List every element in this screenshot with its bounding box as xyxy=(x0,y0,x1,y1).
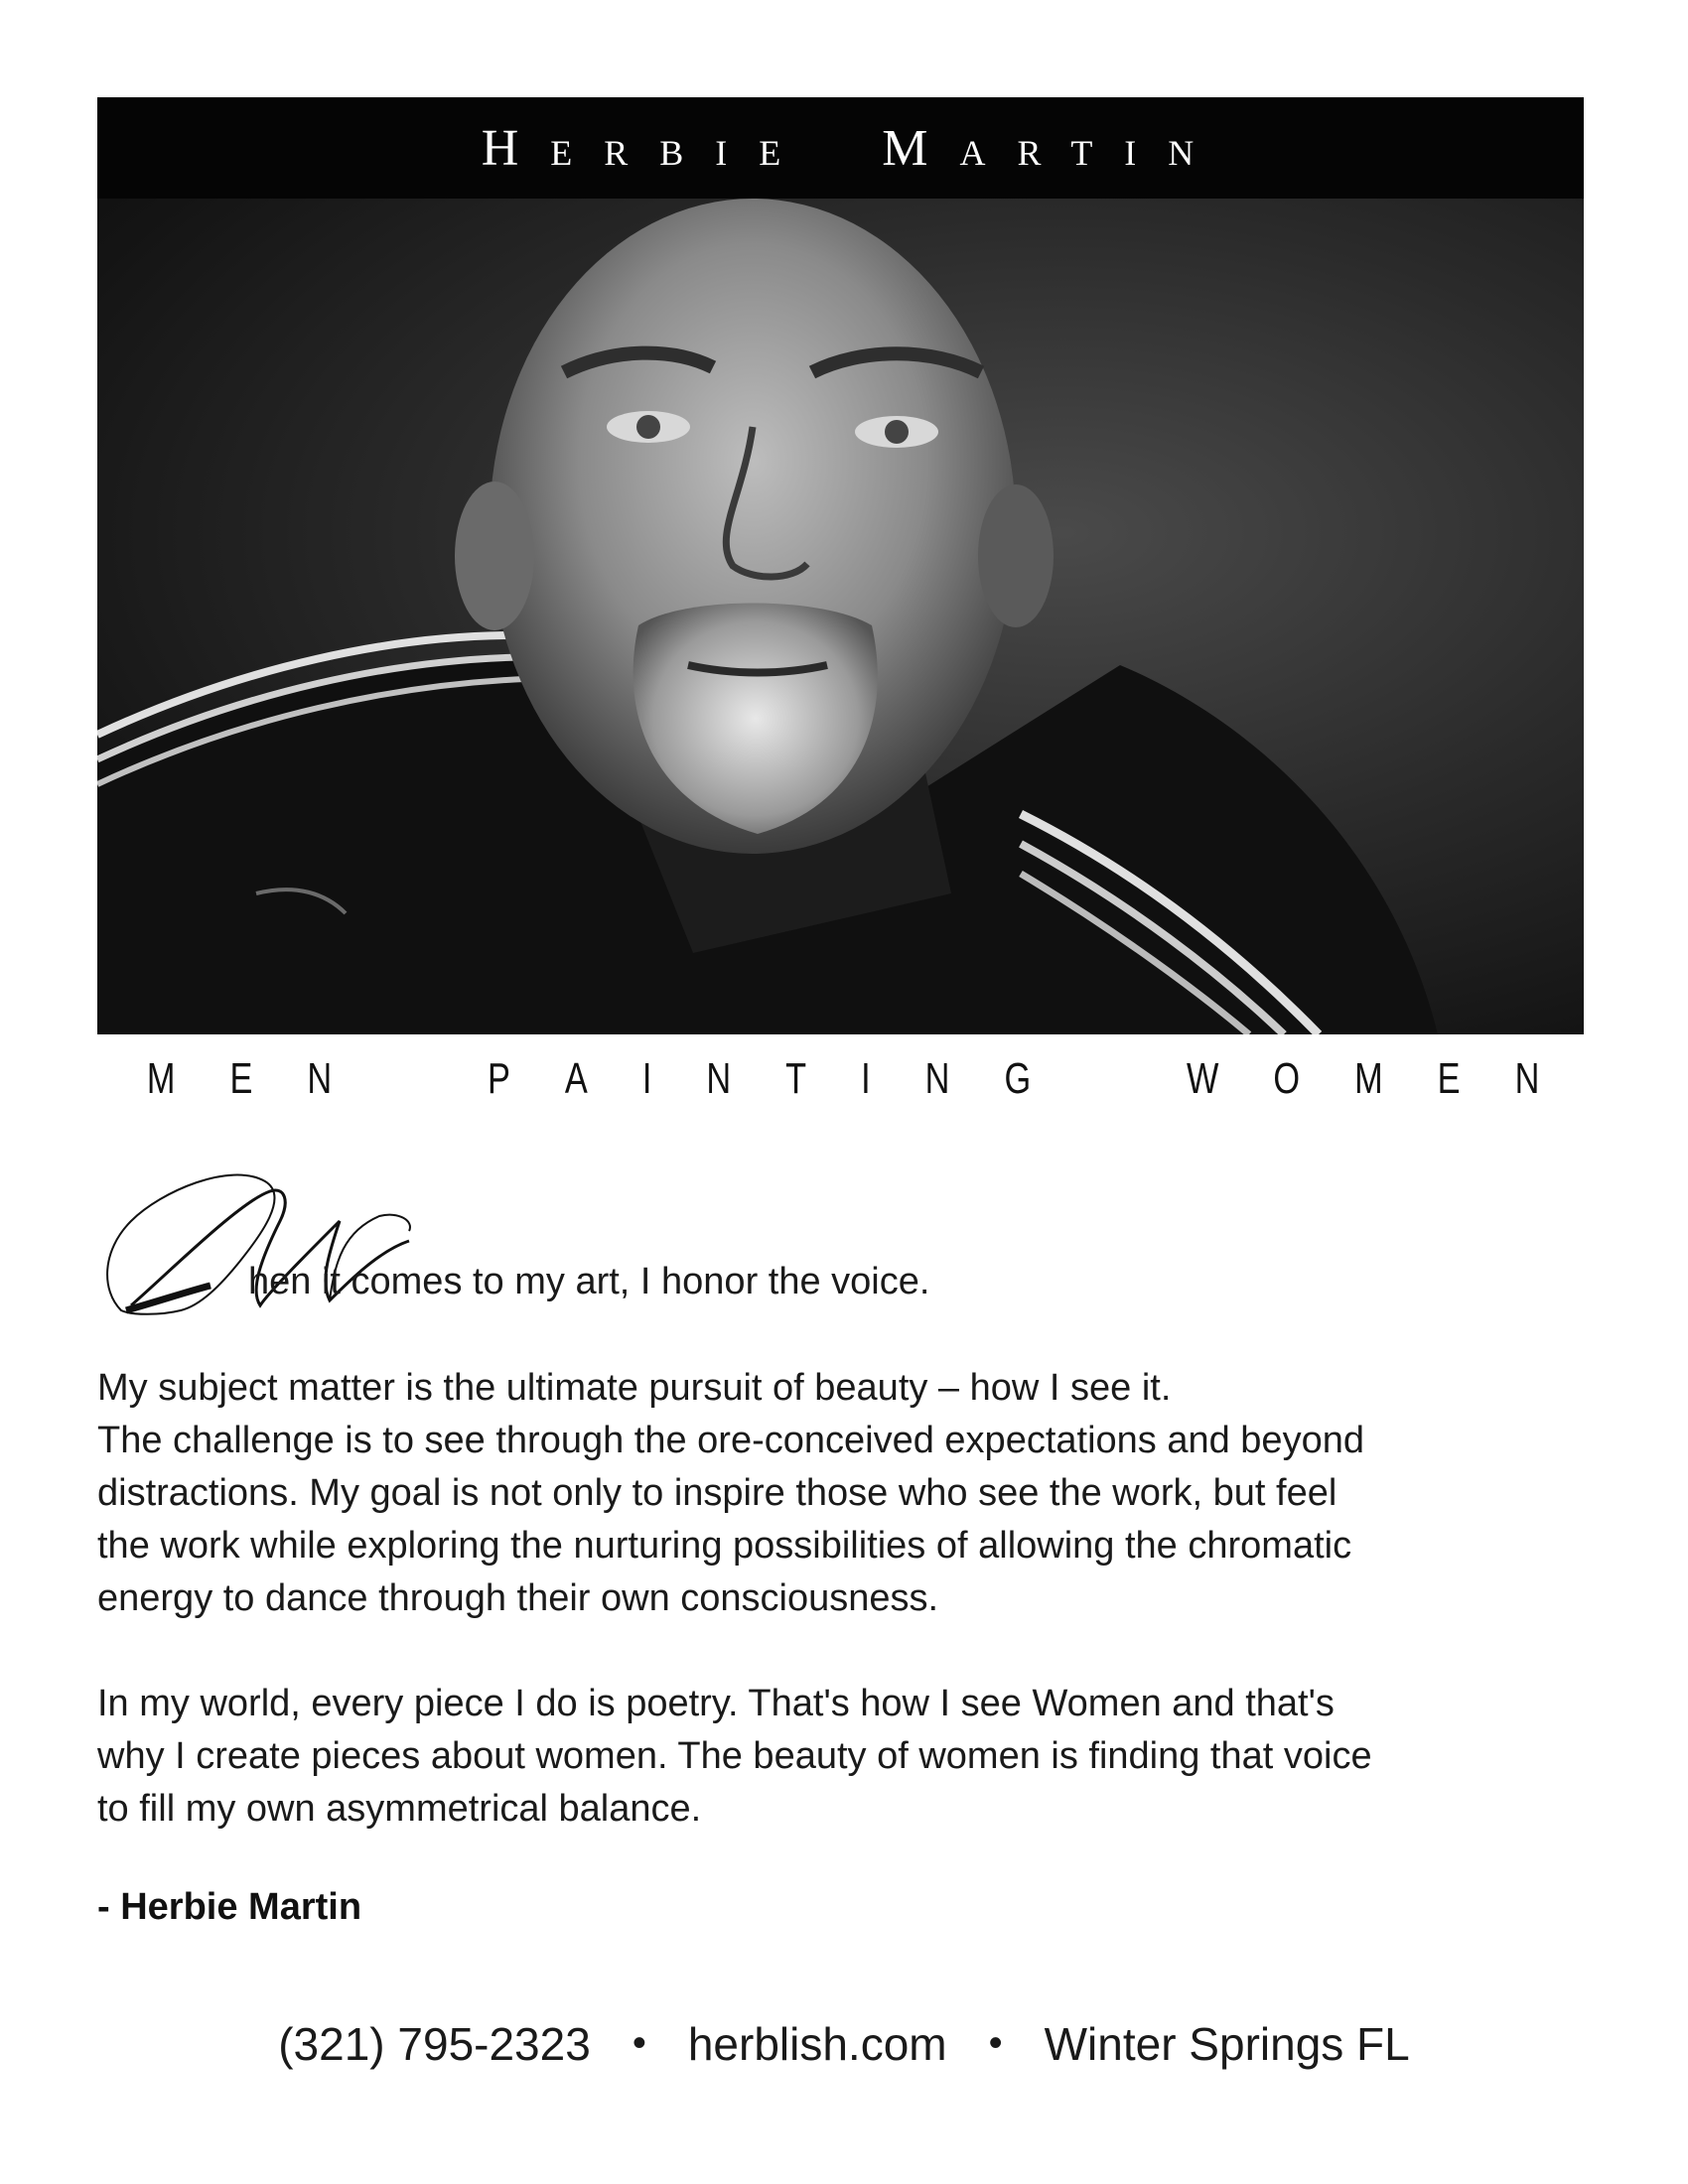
subtitle-letter: N xyxy=(307,1054,333,1103)
statement-paragraph-2 xyxy=(97,1678,1607,1836)
last-name: Martin xyxy=(882,119,1226,177)
location: Winter Springs FL xyxy=(1044,2018,1410,2070)
first-name: Herbie xyxy=(481,119,813,177)
paragraph-line: the work while exploring the nurturing possibilities of allowing the chromatic xyxy=(97,1525,1352,1567)
subtitle-letter: M xyxy=(146,1054,176,1103)
phone-number: (321) 795-2323 xyxy=(278,2018,591,2070)
paragraph-line: why I create pieces about women. The beauty of women is finding that voice xyxy=(97,1735,1372,1777)
statement-intro: hen it comes to my art, I honor the voice. xyxy=(248,1261,930,1302)
subtitle-letter: A xyxy=(564,1054,588,1103)
separator-dot: • xyxy=(988,2021,1003,2065)
paragraph-line: to fill my own asymmetrical balance. xyxy=(97,1788,702,1830)
paragraph-line: distractions. My goal is not only to inspire those who see the work, but feel xyxy=(97,1472,1337,1514)
subtitle-letter: I xyxy=(641,1054,652,1103)
separator-dot: • xyxy=(632,2021,646,2065)
paragraph-line: The challenge is to see through the ore-conceived expectations and beyond xyxy=(97,1420,1364,1461)
subtitle-letter: P xyxy=(488,1054,510,1103)
subtitle-letter: N xyxy=(1514,1054,1540,1103)
paragraph-line: energy to dance through their own consciousness. xyxy=(97,1577,939,1619)
signature: - Herbie Martin xyxy=(97,1886,362,1928)
subtitle-letter: G xyxy=(1004,1054,1032,1103)
subtitle-letter: O xyxy=(1273,1054,1301,1103)
statement-paragraph-1 xyxy=(97,1362,1607,1625)
subtitle-letter: E xyxy=(229,1054,253,1103)
subtitle-letter: W xyxy=(1186,1054,1219,1103)
subtitle-letter: E xyxy=(1437,1054,1461,1103)
contact-footer xyxy=(0,2017,1688,2071)
subtitle-letter: I xyxy=(861,1054,871,1103)
paragraph-line: In my world, every piece I do is poetry. That's how I see Women and that's xyxy=(97,1683,1335,1724)
artist-name-title xyxy=(482,119,1226,178)
subtitle-letter: T xyxy=(785,1054,807,1103)
subtitle-letter: M xyxy=(1354,1054,1383,1103)
portrait-illustration xyxy=(97,199,1584,1034)
header-bar xyxy=(97,97,1584,199)
subtitle-letter: N xyxy=(924,1054,950,1103)
paragraph-line: My subject matter is the ultimate pursuit of beauty – how I see it. xyxy=(97,1367,1172,1409)
subtitle-letter: N xyxy=(706,1054,732,1103)
portrait-photo xyxy=(97,199,1584,1034)
website-link[interactable]: herblish.com xyxy=(687,2018,947,2070)
subtitle-men-painting-women xyxy=(97,1054,1585,1104)
